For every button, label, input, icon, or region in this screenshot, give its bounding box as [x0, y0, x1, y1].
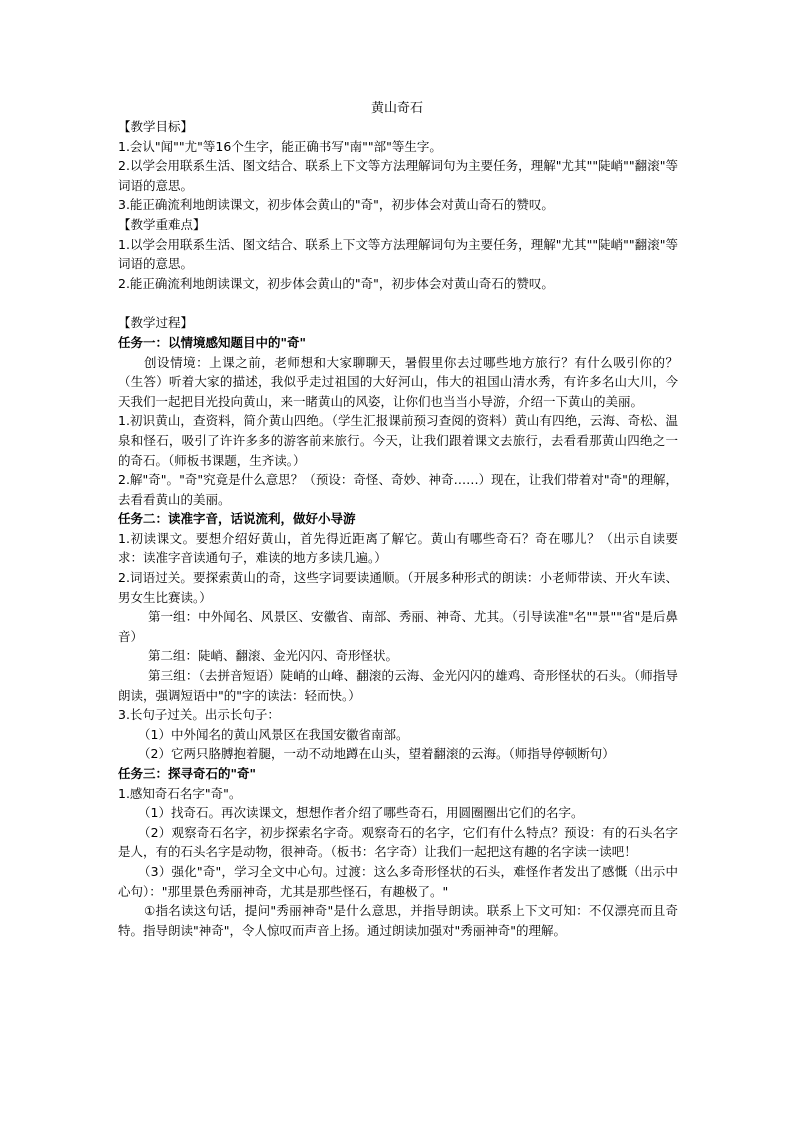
key-point-item: 1.以学会用联系生活、图文结合、联系上下文等方法理解词句为主要任务，理解"尤其""陡峭""翻滚"等词语的意思。 [118, 236, 678, 272]
task3-item: ①指名读这句话，提问"秀丽神奇"是什么意思，并指导朗读。联系上下文可知：不仅漂亮而且奇特。指导朗读"神奇"，令人惊叹而声音上扬。通过朗读加强对"秀丽神奇"的理解。 [118, 903, 678, 938]
goals-heading: 【教学目标】 [118, 119, 194, 134]
task2-step: 2.词语过关。要探索黄山的奇，这些字词要读通顺。（开展多种形式的朗读：小老师带读、开火车读、男女生比赛读。） [118, 570, 678, 605]
word-group: 第三组：（去拼音短语）陡峭的山峰、翻滚的云海、金光闪闪的雄鸡、奇形怪状的石头。（师指导朗读，强调短语中"的"字的读法：轻而快。） [118, 668, 678, 703]
task3-item: （1）找奇石。再次读课文，想想作者介绍了哪些奇石，用圆圈圈出它们的名字。 [138, 805, 584, 821]
task1-step: 2.解"奇"。"奇"究竟是什么意思？（预设：奇怪、奇妙、神奇……）现在，让我们带着对"奇"的理解，去看看黄山的美丽。 [118, 472, 678, 507]
blank-line [118, 293, 678, 313]
goal-item: 1.会认"闻""尤"等16个生字，能正确书写"南""部"等生字。 [118, 138, 442, 154]
task2-heading: 任务二：读准字音，话说流利，做好小导游 [118, 511, 356, 527]
task1-scenario: 创设情境：上课之前，老师想和大家聊聊天，暑假里你去过哪些地方旅行？有什么吸引你的？（生答）听着大家的描述，我似乎走过祖国的大好河山，伟大的祖国山清水秀，有许多名山大川，今天我们一起把目光投向黄山，来一睹黄山的风姿，让你们也当当小导游，介绍一下黄山的美丽。 [118, 354, 678, 409]
goal-item: 2.以学会用联系生活、图文结合、联系上下文等方法理解词句为主要任务，理解"尤其""陡峭""翻滚"等词语的意思。 [118, 158, 678, 193]
long-sentence: （1）中外闻名的黄山风景区在我国安徽省南部。 [138, 726, 409, 742]
task1-heading: 任务一：以情境感知题目中的"奇" [118, 334, 307, 350]
task2-step: 1.初读课文。要想介绍好黄山，首先得近距离了解它。黄山有哪些奇石？奇在哪儿？（出示自读要求：读准字音读通句子，难读的地方多读几遍。） [118, 530, 678, 566]
word-group: 第一组：中外闻名、风景区、安徽省、南部、秀丽、神奇、尤其。（引导读准"名""景""省"是后鼻音） [118, 609, 678, 644]
document-body [118, 117, 678, 940]
key-point-item: 2.能正确流利地朗读课文，初步体会黄山的"奇"，初步体会对黄山奇石的赞叹。 [118, 275, 554, 291]
goal-item: 3.能正确流利地朗读课文，初步体会黄山的"奇"，初步体会对黄山奇石的赞叹。 [118, 197, 554, 213]
process-heading: 【教学过程】 [118, 315, 194, 331]
task3-heading: 任务三：探寻奇石的"奇" [118, 766, 257, 781]
long-sentence: （2）它两只胳膊抱着腿，一动不动地蹲在山头，望着翻滚的云海。（师指导停顿断句） [138, 746, 615, 762]
task1-step: 1.初识黄山，查资料，简介黄山四绝。（学生汇报课前预习查阅的资料）黄山有四绝，云海、奇松、温泉和怪石，吸引了许许多多的游客前来旅行。今天，让我们跟着课文去旅行，去看看那黄山四绝之一的奇石。（师板书课题，生齐读。） [118, 413, 678, 468]
word-group: 第二组：陡峭、翻滚、金光闪闪、奇形怪状。 [148, 648, 399, 664]
task2-step: 3.长句子过关。出示长句子： [118, 707, 280, 723]
task3-item: （3）强化"奇"，学习全文中心句。过渡：这么多奇形怪状的石头，难怪作者发出了感慨（出示中心句）："那里景色秀丽神奇，尤其是那些怪石，有趣极了。" [118, 863, 678, 899]
key-points-heading: 【教学重难点】 [118, 216, 206, 232]
document-title: 黄山奇石 [370, 101, 423, 116]
task3-item: （2）观察奇石名字，初步探索名字奇。观察奇石的名字，它们有什么特点？预设：有的石头名字是人，有的石头名字是动物，很神奇。（板书：名字奇）让我们一起把这有趣的名字读一读吧！ [118, 824, 678, 860]
task3-step: 1.感知奇石名字"奇"。 [118, 785, 242, 801]
